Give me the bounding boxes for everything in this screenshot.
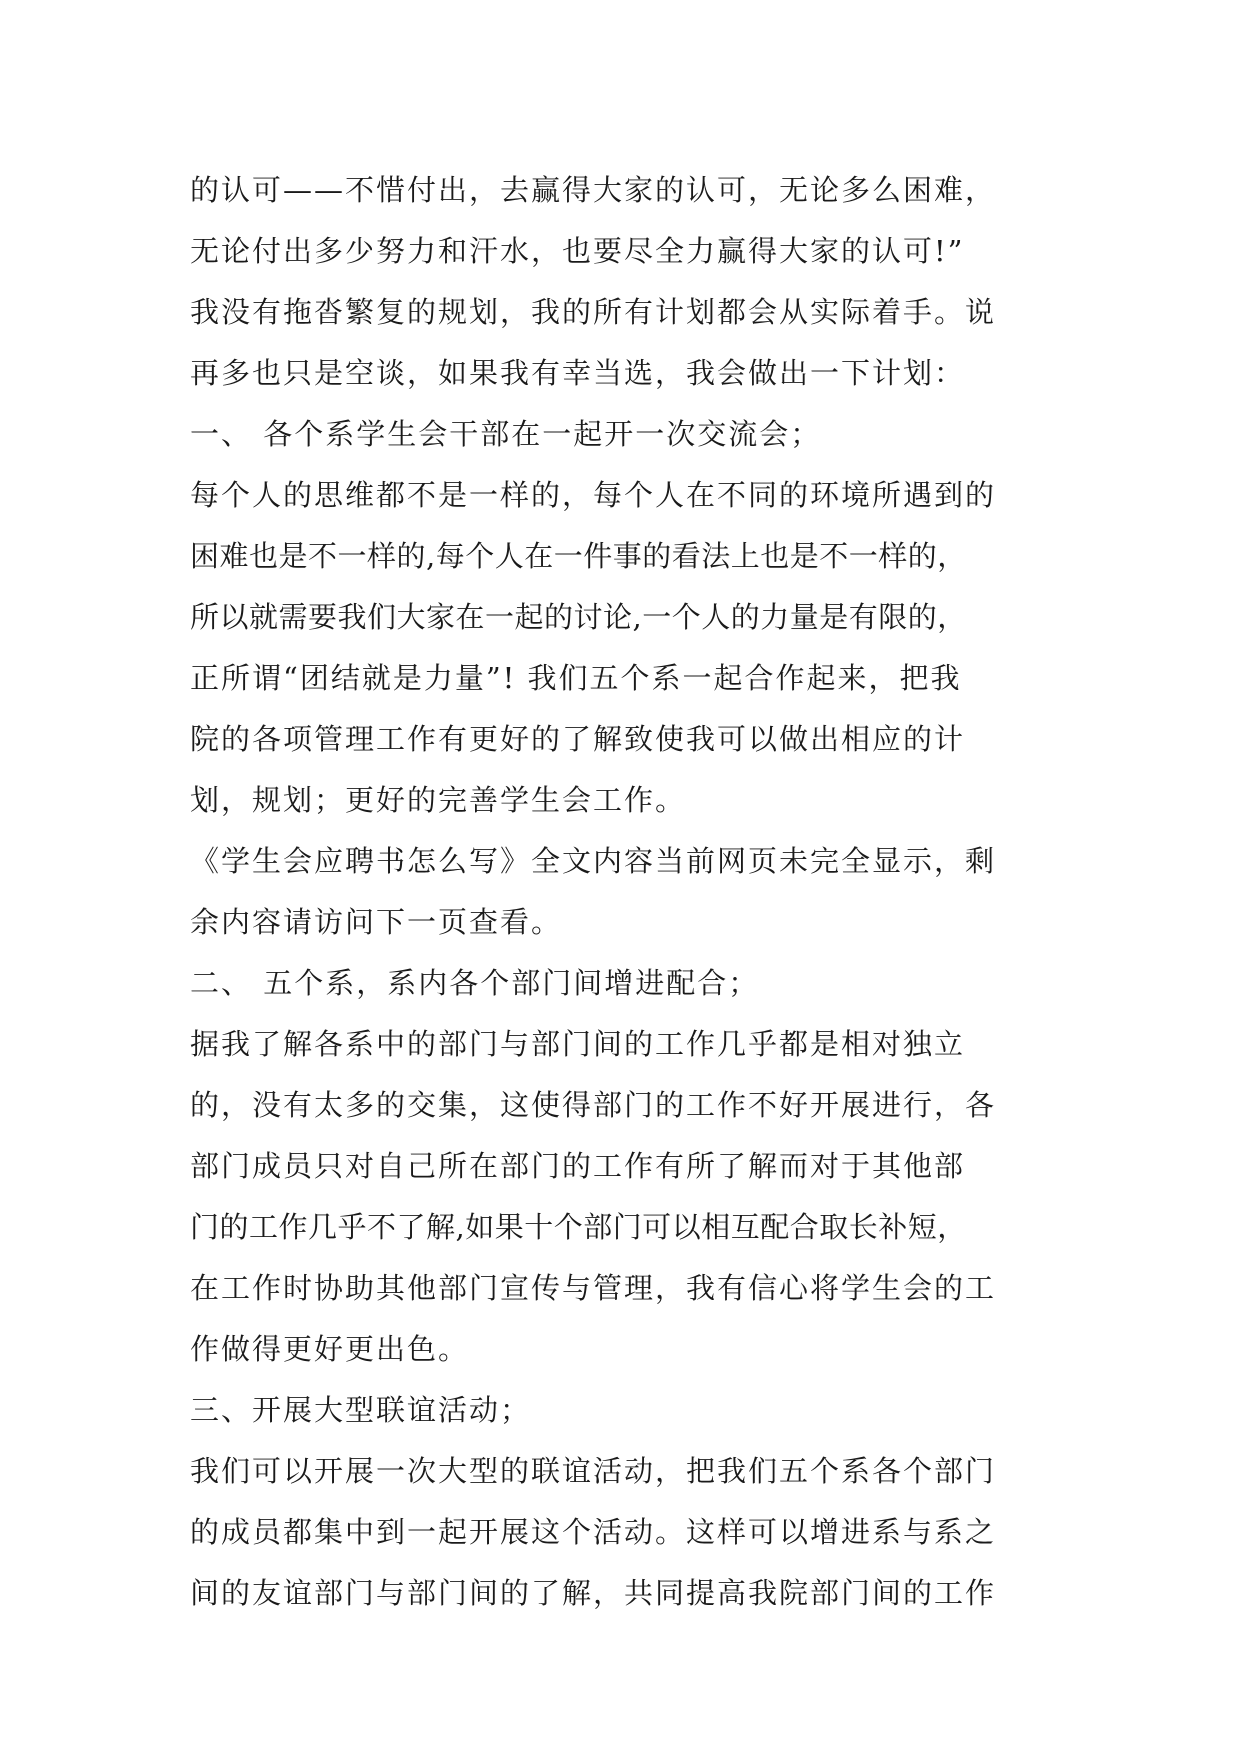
section-heading-1: 一、 各个系学生会干部在一起开一次交流会； — [190, 417, 822, 451]
text-line: 的，没有太多的交集，这使得部门的工作不好开展进行，各 — [190, 1088, 997, 1122]
section-heading-2: 二、 五个系，系内各个部门间增进配合； — [190, 966, 760, 1000]
notice-line: 《学生会应聘书怎么写》全文内容当前网页未完全显示，剩 — [190, 844, 997, 878]
text-line: 作做得更好更出色。 — [190, 1332, 470, 1366]
text-line: 在工作时协助其他部门宣传与管理，我有信心将学生会的工 — [190, 1271, 997, 1305]
text-line: 再多也只是空谈，如果我有幸当选，我会做出一下计划： — [190, 356, 966, 390]
text-line: 每个人的思维都不是一样的，每个人在不同的环境所遇到的 — [190, 478, 997, 512]
text-line: 的成员都集中到一起开展这个活动。这样可以增进系与系之 — [190, 1515, 997, 1549]
text-line: 划，规划；更好的完善学生会工作。 — [190, 783, 687, 817]
text-line: 我没有拖沓繁复的规划，我的所有计划都会从实际着手。说 — [190, 295, 997, 329]
text-line: 我们可以开展一次大型的联谊活动，把我们五个系各个部门 — [190, 1454, 997, 1488]
text-line: 据我了解各系中的部门与部门间的工作几乎都是相对独立 — [190, 1027, 966, 1061]
text-line: 的认可——不惜付出，去赢得大家的认可，无论多么困难， — [190, 173, 997, 207]
text-line: 间的友谊部门与部门间的了解，共同提高我院部门间的工作 — [190, 1576, 997, 1610]
text-line: 门的工作几乎不了解,如果十个部门可以相互配合取长补短， — [190, 1210, 967, 1244]
text-line: 无论付出多少努力和汗水，也要尽全力赢得大家的认可!” — [190, 234, 965, 268]
text-line: 所以就需要我们大家在一起的讨论,一个人的力量是有限的， — [190, 600, 967, 634]
section-heading-3: 三、开展大型联谊活动； — [190, 1393, 532, 1427]
text-line: 部门成员只对自己所在部门的工作有所了解而对于其他部 — [190, 1149, 966, 1183]
text-line: 院的各项管理工作有更好的了解致使我可以做出相应的计 — [190, 722, 966, 756]
notice-line: 余内容请访问下一页查看。 — [190, 905, 563, 939]
document-body — [190, 160, 1060, 1624]
text-line: 正所谓“团结就是力量”! 我们五个系一起合作起来，把我 — [190, 661, 962, 695]
text-line: 困难也是不一样的,每个人在一件事的看法上也是不一样的， — [190, 539, 967, 573]
